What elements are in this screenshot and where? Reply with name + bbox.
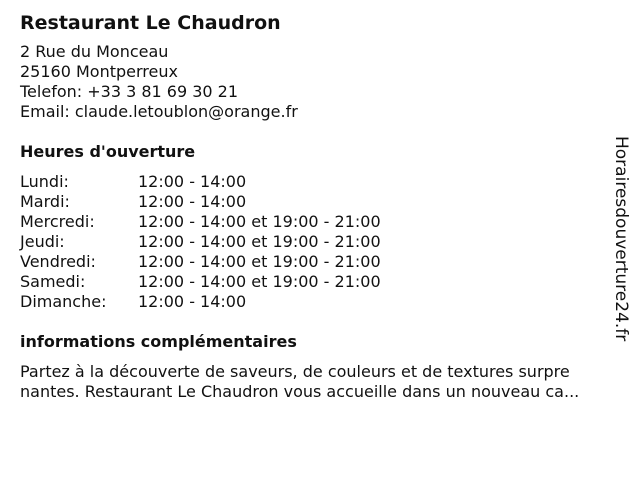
day-label: Dimanche: (20, 292, 107, 311)
hours-heading: Heures d'ouverture (20, 142, 196, 161)
time-value: 12:00 - 14:00 et 19:00 - 21:00 (138, 232, 381, 251)
restaurant-page (20, 10, 620, 402)
day-label: Mercredi: (20, 212, 95, 231)
phone-text: Telefon: +33 3 81 69 30 21 (20, 82, 239, 101)
address-line-street: 2 Rue du Monceau (20, 42, 169, 61)
time-value: 12:00 - 14:00 (138, 292, 247, 311)
time-value: 12:00 - 14:00 et 19:00 - 21:00 (138, 272, 381, 291)
day-label: Jeudi: (20, 232, 65, 251)
hours-row (20, 192, 620, 212)
hours-row (20, 252, 620, 272)
time-value: 12:00 - 14:00 (138, 192, 247, 211)
info-description (20, 362, 628, 402)
info-heading: informations complémentaires (20, 332, 297, 351)
restaurant-name: Restaurant Le Chaudron (20, 12, 281, 34)
day-label: Vendredi: (20, 252, 96, 271)
time-value: 12:00 - 14:00 (138, 172, 247, 191)
hours-row (20, 172, 620, 192)
hours-row (20, 292, 620, 312)
hours-row (20, 272, 620, 292)
hours-row (20, 212, 620, 232)
contact-block (20, 42, 620, 122)
site-watermark: Horairesdouverture24.fr (611, 136, 631, 342)
time-value: 12:00 - 14:00 et 19:00 - 21:00 (138, 252, 381, 271)
hours-table (20, 172, 620, 312)
time-value: 12:00 - 14:00 et 19:00 - 21:00 (138, 212, 381, 231)
description-line: nantes. Restaurant Le Chaudron vous accueille dans un nouveau ca... (20, 382, 580, 401)
address-line-city: 25160 Montperreux (20, 62, 178, 81)
day-label: Lundi: (20, 172, 69, 191)
day-label: Samedi: (20, 272, 86, 291)
day-label: Mardi: (20, 192, 70, 211)
hours-row (20, 232, 620, 252)
email-text: Email: claude.letoublon@orange.fr (20, 102, 298, 121)
description-line: Partez à la découverte de saveurs, de couleurs et de textures surpre (20, 362, 570, 381)
